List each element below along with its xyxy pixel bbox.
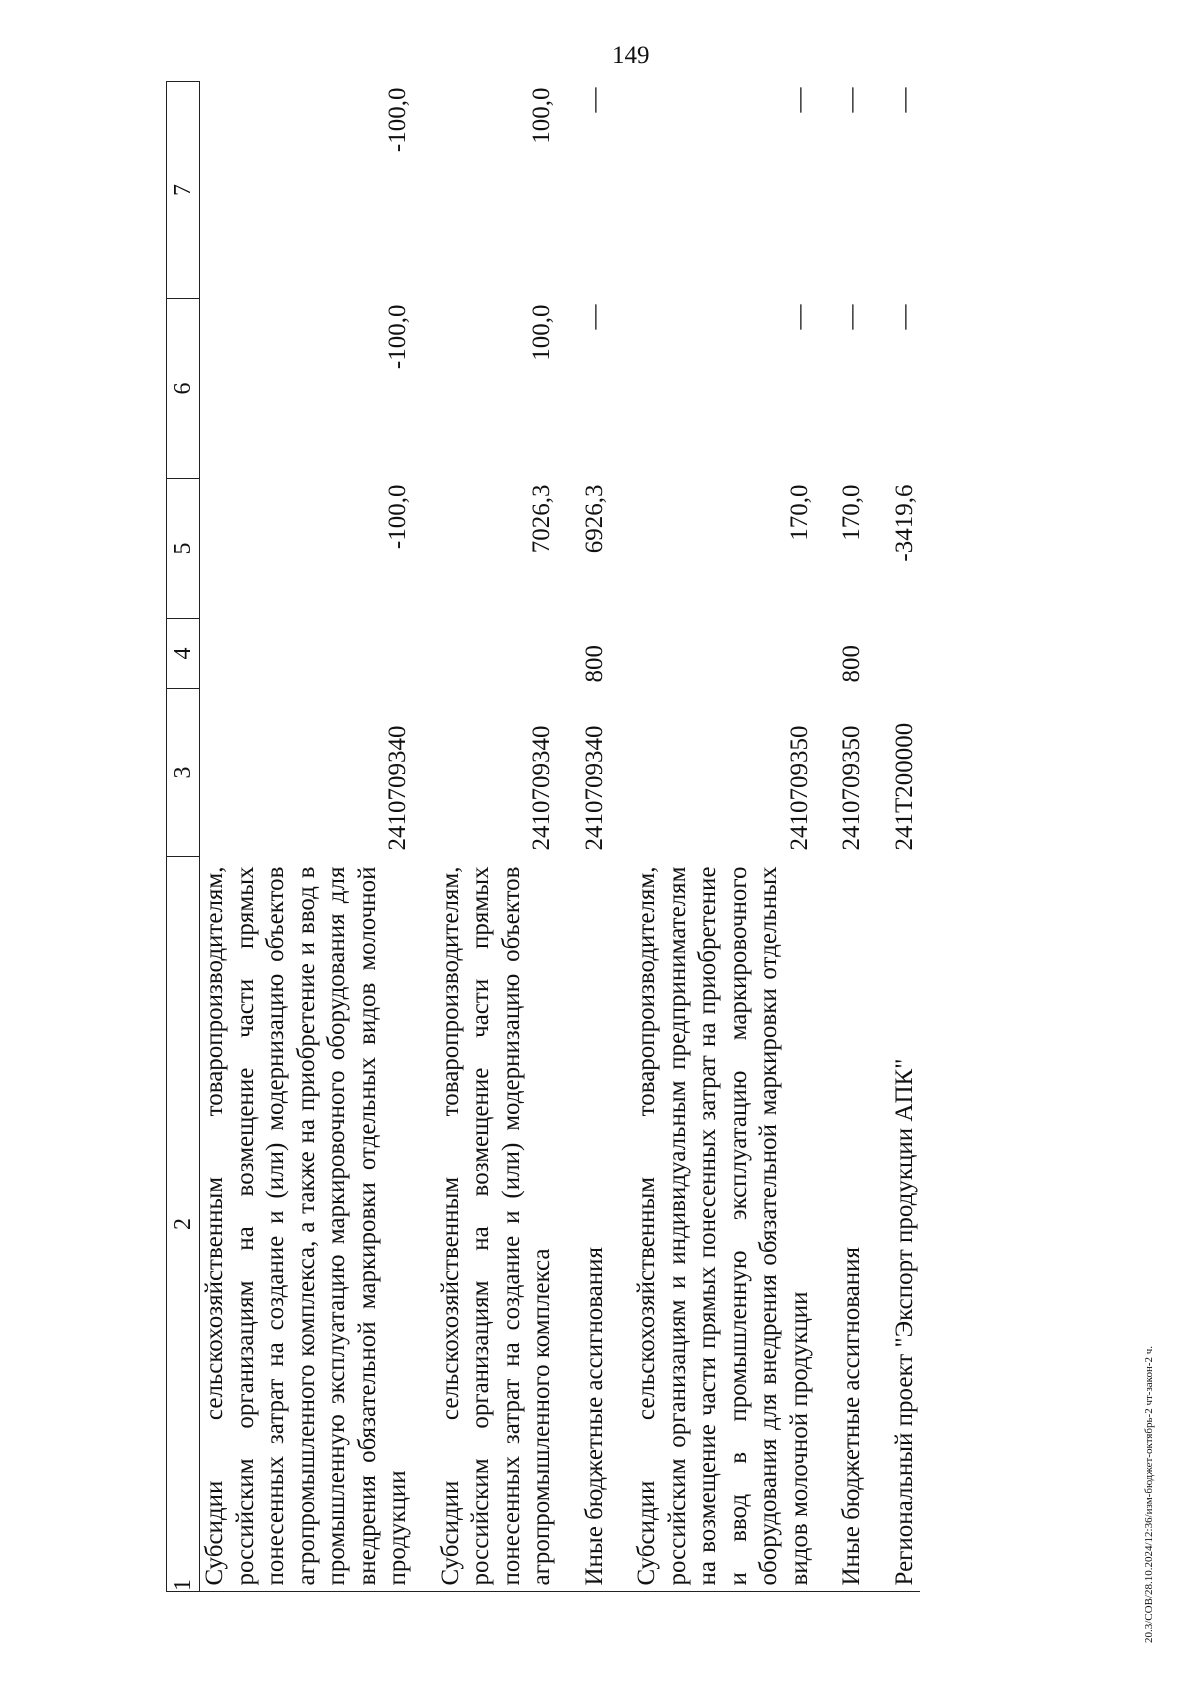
row-col6: — — [838, 304, 865, 330]
row-name: Иные бюджетные ассигнования — [580, 1246, 608, 1586]
page-number: 149 — [612, 42, 650, 69]
row-col7: — — [580, 87, 608, 113]
row-code: 2410709340 — [580, 725, 608, 851]
table-row — [890, 82, 921, 1592]
row-col5: 170,0 — [838, 484, 865, 541]
row-name: Субсидии сельскохозяйственным товаропроизводителям, российским организациям на возмещение части прямых понесенных затрат на создание и (или) модернизацию объектов агропромышленного комплекса, а также на приобретение и ввод в промышленную эксплуатацию маркировочного оборудования для внедрения обязательной маркировки отдельных видов молочной продукции — [201, 866, 411, 1586]
row-col6: -100,0 — [384, 304, 411, 370]
row-code: 2410709350 — [785, 725, 813, 851]
row-col6: — — [785, 304, 813, 330]
row-code: 2410709340 — [528, 725, 555, 851]
row-name: Субсидии сельскохозяйственным товаропроизводителям, российским организациям и индивидуальным предпринимателям на возмещение части прямых понесенных затрат на приобретение и ввод в промышленную эксплуатацию маркировочного оборудования для внедрения обязательной маркировки отдельных видов молочной продукции — [633, 866, 813, 1586]
header-row: 1 2 3 4 5 6 7 — [167, 82, 200, 1592]
budget-table — [166, 81, 920, 1592]
row-code: 2410709350 — [838, 725, 865, 851]
header-col-2: 2 — [167, 857, 200, 1592]
row-vr — [890, 619, 921, 689]
row-col6: — — [580, 304, 608, 330]
row-code: 241Т200000 — [890, 722, 918, 851]
row-vr — [436, 619, 558, 689]
row-name: Региональный проект "Экспорт продукции АПК" — [890, 1058, 918, 1586]
header-col-6: 6 — [167, 299, 200, 479]
row-col5: -100,0 — [384, 484, 411, 550]
row-vr: 800 — [580, 645, 608, 683]
row-vr — [200, 619, 414, 689]
row-vr — [632, 619, 815, 689]
header-col-4: 4 — [167, 619, 200, 689]
row-col7: -100,0 — [384, 87, 411, 153]
table-row — [580, 82, 611, 1592]
row-col6: — — [890, 304, 918, 330]
header-col-7: 7 — [167, 82, 200, 299]
header-col-5: 5 — [167, 479, 200, 619]
footer-document-code: 20.3/СОВ/28.10.2024/12:36/изм-бюджет-октябрь-2 чт-закон-2 ч. — [1143, 1345, 1155, 1643]
row-name: Иные бюджетные ассигнования — [838, 1246, 865, 1586]
row-col5: -3419,6 — [890, 484, 918, 562]
row-col7: 100,0 — [528, 87, 555, 144]
row-col5: 6926,3 — [580, 484, 608, 554]
row-col7: — — [890, 87, 918, 113]
table-row — [837, 82, 868, 1592]
row-col7: — — [785, 87, 813, 113]
table-row — [436, 82, 558, 1592]
row-col5: 7026,3 — [528, 484, 555, 554]
table-row — [632, 82, 815, 1592]
row-name: Субсидии сельскохозяйственным товаропроизводителям, российским организациям на возмещение части прямых понесенных затрат на создание и (или) модернизацию объектов агропромышленного комплекса — [436, 866, 555, 1586]
row-code: 2410709340 — [384, 725, 411, 851]
row-vr: 800 — [838, 645, 865, 683]
table-row — [200, 82, 414, 1592]
row-col7: — — [838, 87, 865, 113]
row-col5: 170,0 — [785, 484, 813, 541]
row-col6: 100,0 — [528, 304, 555, 361]
rotated-table-wrapper — [166, 82, 920, 1592]
header-col-3: 3 — [167, 689, 200, 857]
